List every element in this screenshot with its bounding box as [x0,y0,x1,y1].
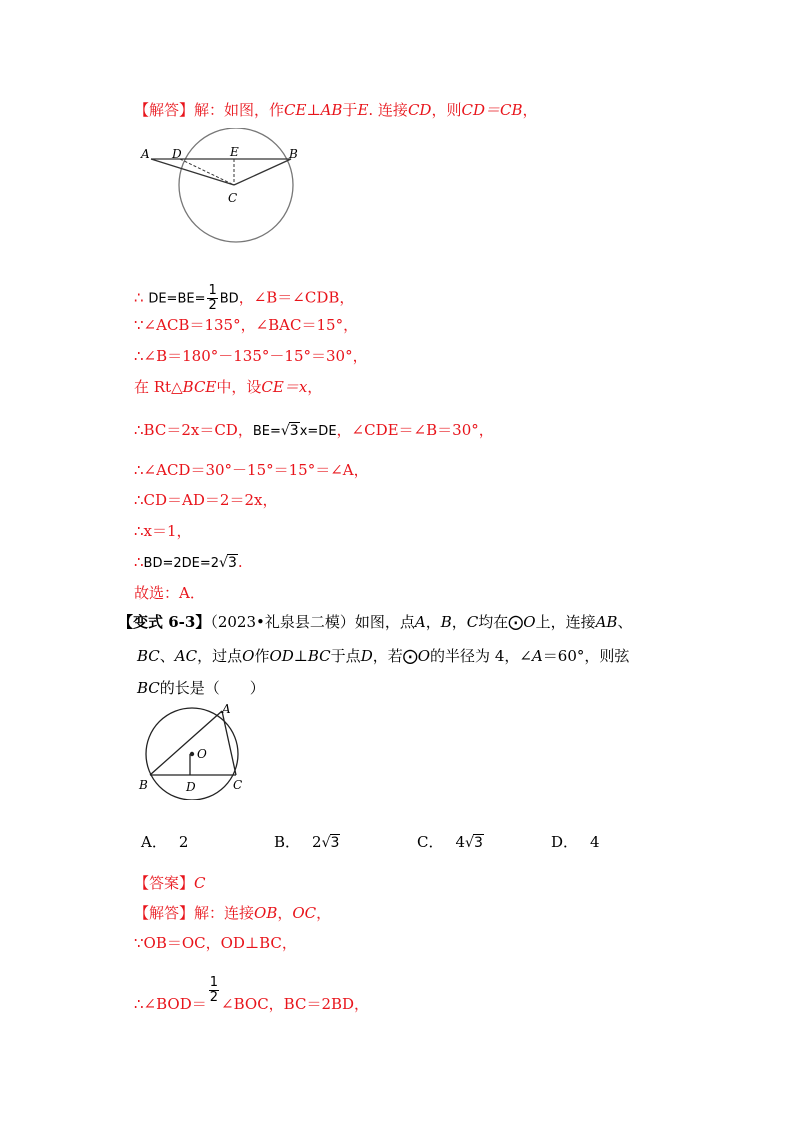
sqrt-3: √3 [465,835,483,851]
label-b: B [139,778,148,792]
geometry-figure-1 [136,128,306,248]
label-c: C [233,778,243,792]
option-d[interactable]: D． 4 [551,833,600,851]
answer-value: C [194,874,206,892]
sqrt-3: √3 [280,423,299,439]
label-a: A [141,147,150,161]
step-4: 在 Rt△BCE中，设CE＝x， [134,378,323,396]
geometry-figure-2 [130,700,260,800]
label-b: B [289,147,298,161]
label-e: E [230,145,239,159]
sqrt-3: √3 [219,555,237,571]
solution2-line2: ∵OB＝OC，OD⊥BC， [134,934,297,952]
problem-line-3: BC的长是（ ） [137,679,265,697]
solution2-line1: 【解答】解：连接OB，OC， [134,904,332,922]
label-o: O [197,747,207,761]
option-b[interactable]: B． 2√3 [274,833,340,851]
solution-heading: 【解答】 [134,101,195,119]
solution2-line3: ∴∠BOD＝ $\frac{1}{2}$ ∠BOC，BC＝2BD， [134,975,370,1013]
center-o-point [190,752,194,756]
answer-line [134,873,206,893]
step-2: ∵∠ACB＝135°，∠BAC＝15°， [134,316,359,334]
segment-ac [222,711,236,775]
segment-dc [180,159,234,185]
label-a: A [222,702,231,716]
fraction-half: $\frac{1}{2}$ [209,975,219,1005]
label-d: D [172,147,182,161]
problem-line-2: BC、AC，过点O作OD⊥BC于点D，若⨀O的半径为 4，∠A＝60°，则弦 [137,647,630,665]
step-5: ∴BC＝2x＝CD，BE=√3x=DE，∠CDE＝∠B＝30°， [134,421,494,439]
step-6: ∴∠ACD＝30°－15°＝15°＝∠A， [134,461,369,479]
step-10: 故选：A． [134,584,205,602]
problem-tag: 【变式 6-3】 [118,613,211,631]
step-1: ∴ DE=BE= $\frac{1}{2}$ BD，∠B＝∠CDB， [134,283,355,313]
segment-cb [234,159,291,185]
label-c: C [228,191,238,205]
fraction-half: $\frac{1}{2}$ [208,283,217,313]
sqrt-3: √3 [321,835,340,851]
step-8: ∴x＝1， [134,522,192,540]
step-3: ∴∠B＝180°－135°－15°＝30°， [134,347,368,365]
problem-line-1: 【变式 6-3】（2023•礼泉县二模）如图，点A，B，C均在⨀O上，连接AB、 [118,613,633,631]
option-c[interactable]: C． 4√3 [417,833,483,851]
option-a[interactable]: A． 2 [141,833,189,851]
step-9: ∴BD=2DE=2√3. [134,553,243,571]
segment-ac [151,159,234,185]
label-d: D [186,780,196,794]
solution1-line1: 【解答】解：如图，作CE⊥AB于E. 连接CD，则CD＝CB， [134,101,538,119]
step-7: ∴CD＝AD＝2＝2x， [134,491,278,509]
answer-label: 【答案】 [134,874,195,892]
